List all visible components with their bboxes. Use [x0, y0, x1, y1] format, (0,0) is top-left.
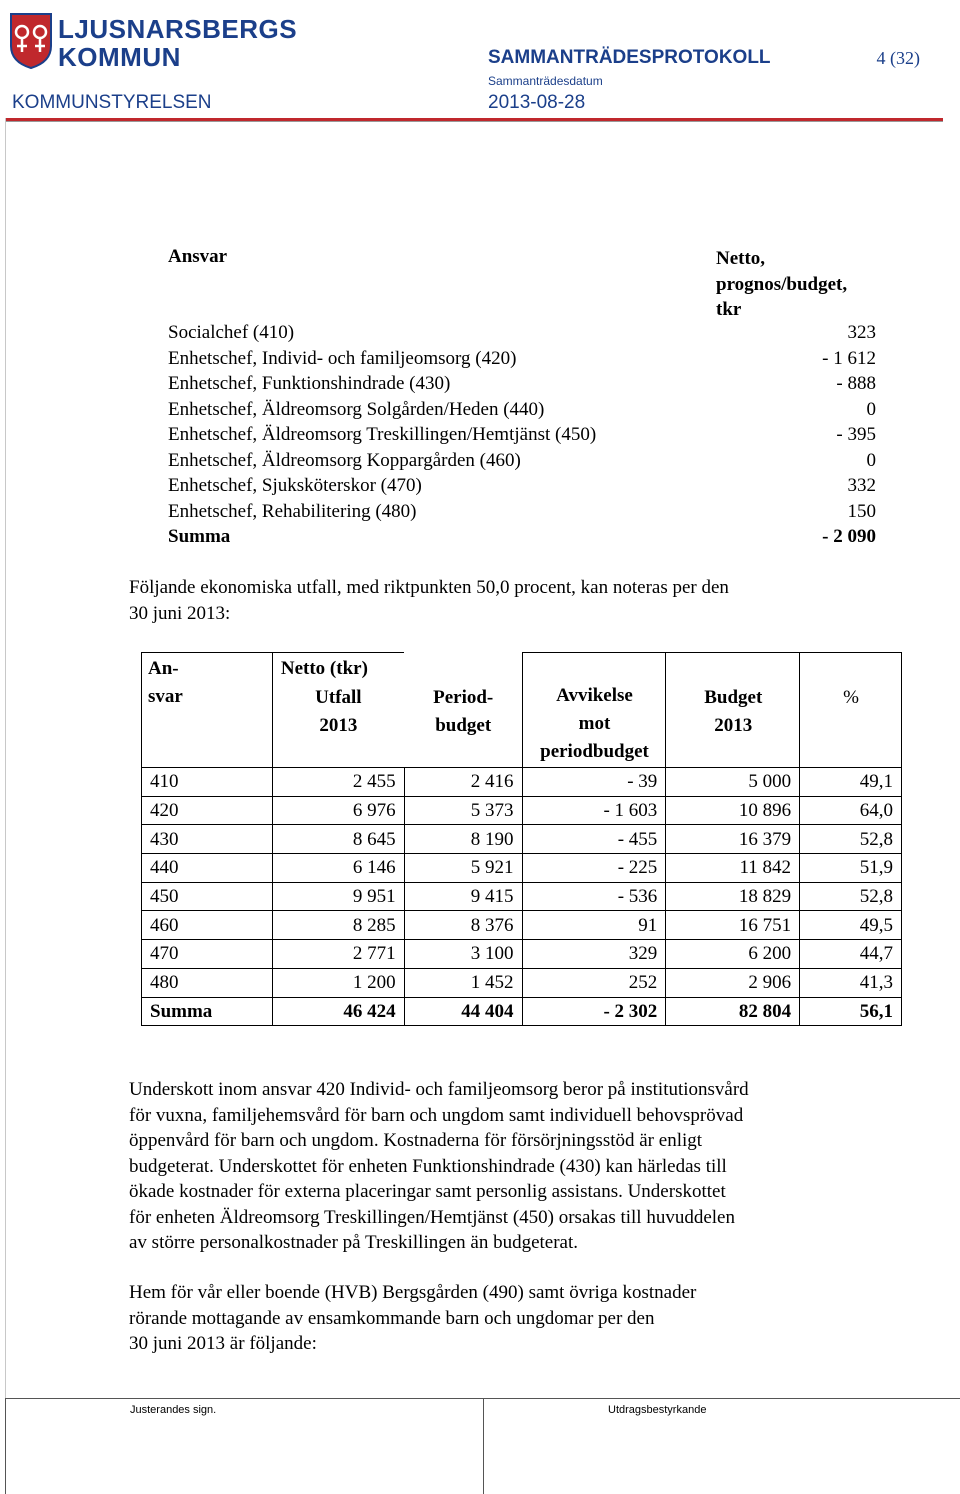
outcome-cell-periodbudget: 2 416 [404, 768, 522, 797]
outcome-row [142, 940, 902, 969]
outcome-header-budget-l1: Budget [704, 687, 763, 708]
page-number: 4 (32) [876, 48, 920, 68]
outcome-cell-utfall: 2 455 [272, 768, 404, 797]
outcome-cell-ansvar: 470 [142, 940, 273, 969]
forecast-row [168, 320, 876, 345]
deficit-paragraph [129, 1077, 749, 1256]
outcome-header-avvikelse [522, 653, 666, 768]
outcome-cell-utfall: 8 285 [272, 911, 404, 940]
forecast-col-netto-l1: Netto, [716, 248, 766, 269]
outcome-header-row [142, 653, 902, 768]
outcome-row [142, 768, 902, 797]
forecast-row-value: - 395 [836, 424, 876, 445]
outcome-cell-avvikelse: - 225 [522, 854, 666, 883]
outcome-row [142, 825, 902, 854]
outcome-cell-budget: 16 751 [666, 911, 800, 940]
paragraph-line: ökade kostnader för externa placeringar samt personlig assistans. Underskottet [129, 1181, 726, 1202]
outcome-cell-ansvar: 410 [142, 768, 273, 797]
outcome-cell-percent: 51,9 [800, 854, 902, 883]
paragraph-line: rörande mottagande av ensamkommande barn och ungdomar per den [129, 1307, 655, 1329]
forecast-col-ansvar: Ansvar [168, 246, 228, 267]
intro-line: Följande ekonomiska utfall, med riktpunkten 50,0 procent, kan noteras per den [129, 577, 729, 598]
outcome-header-pct-symbol: % [843, 687, 859, 708]
forecast-row-name: Enhetschef, Individ- och familjeomsorg (420) [168, 347, 517, 369]
paragraph-line: Underskott inom ansvar 420 Individ- och familjeomsorg beror på institutionsvård [129, 1079, 749, 1100]
outcome-cell-periodbudget: 8 376 [404, 911, 522, 940]
outcome-cell-avvikelse: 91 [522, 911, 666, 940]
outcome-cell-budget: 11 842 [666, 854, 800, 883]
intro-paragraph [129, 575, 729, 626]
outcome-sum-percent: 56,1 [800, 997, 902, 1026]
logo-text-line1: LJUSNARSBERGS [58, 14, 298, 44]
outcome-sum-label: Summa [142, 997, 273, 1026]
outcome-row [142, 882, 902, 911]
outcome-cell-ansvar: 480 [142, 968, 273, 997]
outcome-cell-ansvar: 440 [142, 854, 273, 883]
forecast-row-name: Socialchef (410) [168, 322, 295, 343]
paragraph-line: av större personalkostnader på Treskillingen än budgeterat. [129, 1232, 579, 1253]
outcome-header-ansvar [142, 653, 273, 768]
paragraph-line: öppenvård för barn och ungdom. Kostnaderna för försörjningsstöd är enligt [129, 1130, 703, 1151]
footer-box-divider [483, 1398, 484, 1494]
outcome-header-ansvar-l2: svar [148, 686, 183, 707]
forecast-row-value: 150 [847, 500, 876, 522]
outcome-cell-avvikelse: - 536 [522, 882, 666, 911]
outcome-cell-percent: 44,7 [800, 940, 902, 969]
outcome-header-avv-l1: Avvikelse [556, 685, 633, 706]
outcome-cell-avvikelse: - 1 603 [522, 796, 666, 825]
paragraph-line: 30 juni 2013 är följande: [129, 1333, 317, 1354]
outcome-cell-periodbudget: 5 373 [404, 796, 522, 825]
outcome-table [141, 652, 902, 1026]
outcome-header-periodbudget [404, 653, 522, 768]
forecast-row-name: Enhetschef, Funktionshindrade (430) [168, 373, 451, 394]
outcome-cell-periodbudget: 1 452 [404, 968, 522, 997]
outcome-cell-utfall: 6 146 [272, 854, 404, 883]
forecast-row-name: Enhetschef, Äldreomsorg Koppargården (460) [168, 449, 521, 471]
forecast-sum-label: Summa [168, 526, 231, 547]
outcome-cell-percent: 41,3 [800, 968, 902, 997]
outcome-cell-periodbudget: 8 190 [404, 825, 522, 854]
outcome-header-period-l1: Period- [433, 686, 494, 708]
outcome-header-utfall-l1: Utfall [315, 687, 362, 708]
forecast-row-value: 0 [866, 398, 876, 420]
outcome-header-ansvar-l1: An- [148, 658, 179, 679]
forecast-row [168, 499, 876, 524]
paragraph-line: för vuxna, familjehemsvård för barn och ungdom samt individuell behovsprövad [129, 1104, 744, 1126]
outcome-cell-ansvar: 460 [142, 911, 273, 940]
outcome-header-period-l2: budget [435, 714, 492, 736]
outcome-cell-periodbudget: 5 921 [404, 854, 522, 883]
outcome-header-percent [800, 653, 902, 768]
forecast-row [168, 422, 876, 447]
outcome-sum-periodbudget: 44 404 [404, 997, 522, 1026]
outcome-cell-budget: 6 200 [666, 940, 800, 969]
forecast-sum-row [168, 524, 876, 549]
outcome-cell-budget: 10 896 [666, 796, 800, 825]
footer-certification-label: Utdragsbestyrkande [608, 1404, 707, 1416]
forecast-row-name: Enhetschef, Sjuksköterskor (470) [168, 475, 422, 496]
outcome-cell-budget: 5 000 [666, 768, 800, 797]
forecast-row [168, 371, 876, 396]
forecast-row-value: 0 [866, 449, 876, 471]
outcome-sum-row [142, 997, 902, 1026]
forecast-col-netto-l2: prognos/budget, [716, 273, 848, 295]
forecast-row [168, 473, 876, 498]
document-title: SAMMANTRÄDESPROTOKOLL [488, 47, 771, 68]
outcome-cell-utfall: 8 645 [272, 825, 404, 854]
forecast-row-value: - 888 [836, 373, 876, 394]
outcome-row [142, 796, 902, 825]
outcome-cell-periodbudget: 9 415 [404, 882, 522, 911]
outcome-cell-utfall: 9 951 [272, 882, 404, 911]
outcome-row [142, 854, 902, 883]
outcome-cell-percent: 49,5 [800, 911, 902, 940]
outcome-header-avv-l3: periodbudget [540, 741, 649, 762]
forecast-row-name: Enhetschef, Äldreomsorg Treskillingen/Hemtjänst (450) [168, 424, 597, 445]
outcome-cell-percent: 52,8 [800, 882, 902, 911]
paragraph-line: budgeterat. Underskottet för enheten Funktionshindrade (430) kan härledas till [129, 1155, 727, 1177]
forecast-sum-value: - 2 090 [822, 526, 876, 547]
outcome-cell-ansvar: 450 [142, 882, 273, 911]
outcome-header-budget [666, 653, 800, 768]
logo-text-line2: KOMMUN [58, 42, 181, 72]
page-frame-left [5, 118, 6, 1494]
outcome-cell-avvikelse: - 39 [522, 768, 666, 797]
outcome-sum-budget: 82 804 [666, 997, 800, 1026]
outcome-cell-periodbudget: 3 100 [404, 940, 522, 969]
paragraph-line: Hem för vår eller boende (HVB) Bergsgården (490) samt övriga kostnader [129, 1282, 697, 1303]
meeting-date-label: Sammanträdesdatum [488, 74, 603, 88]
intro-line: 30 juni 2013: [129, 602, 231, 624]
municipality-logo-icon [8, 12, 54, 75]
forecast-row [168, 448, 876, 473]
forecast-row [168, 397, 876, 422]
forecast-col-netto [716, 246, 847, 323]
hvb-paragraph [129, 1280, 696, 1357]
outcome-cell-ansvar: 430 [142, 825, 273, 854]
forecast-row [168, 346, 876, 371]
outcome-cell-utfall: 2 771 [272, 940, 404, 969]
paragraph-line: för enheten Äldreomsorg Treskillingen/Hemtjänst (450) orsakas till huvuddelen [129, 1206, 735, 1228]
forecast-col-netto-l3: tkr [716, 299, 742, 320]
outcome-row [142, 911, 902, 940]
forecast-row-value: 323 [847, 322, 876, 343]
outcome-header-netto: Netto (tkr) [280, 658, 368, 679]
outcome-cell-utfall: 6 976 [272, 796, 404, 825]
forecast-row-name: Enhetschef, Äldreomsorg Solgården/Heden (440) [168, 398, 545, 420]
outcome-sum-avvikelse: - 2 302 [522, 997, 666, 1026]
header-divider-shadow [5, 121, 943, 122]
outcome-row [142, 968, 902, 997]
outcome-cell-avvikelse: 252 [522, 968, 666, 997]
outcome-cell-ansvar: 420 [142, 796, 273, 825]
footer-signature-label: Justerandes sign. [130, 1404, 217, 1416]
meeting-date: 2013-08-28 [488, 92, 586, 113]
forecast-row-value: - 1 612 [822, 347, 876, 369]
outcome-cell-percent: 64,0 [800, 796, 902, 825]
footer-box-left-edge [5, 1398, 6, 1494]
outcome-header-utfall [272, 653, 404, 768]
outcome-header-budget-l2: 2013 [714, 715, 753, 736]
outcome-cell-percent: 52,8 [800, 825, 902, 854]
outcome-sum-utfall: 46 424 [272, 997, 404, 1026]
outcome-cell-percent: 49,1 [800, 768, 902, 797]
outcome-header-utfall-l2: 2013 [319, 715, 358, 736]
outcome-cell-budget: 18 829 [666, 882, 800, 911]
outcome-cell-avvikelse: 329 [522, 940, 666, 969]
forecast-row-name: Enhetschef, Rehabilitering (480) [168, 500, 417, 522]
outcome-header-avv-l2: mot [578, 713, 611, 734]
forecast-row-value: 332 [847, 475, 876, 496]
outcome-cell-budget: 2 906 [666, 968, 800, 997]
committee-name: KOMMUNSTYRELSEN [12, 92, 212, 113]
outcome-cell-budget: 16 379 [666, 825, 800, 854]
outcome-cell-utfall: 1 200 [272, 968, 404, 997]
outcome-cell-avvikelse: - 455 [522, 825, 666, 854]
